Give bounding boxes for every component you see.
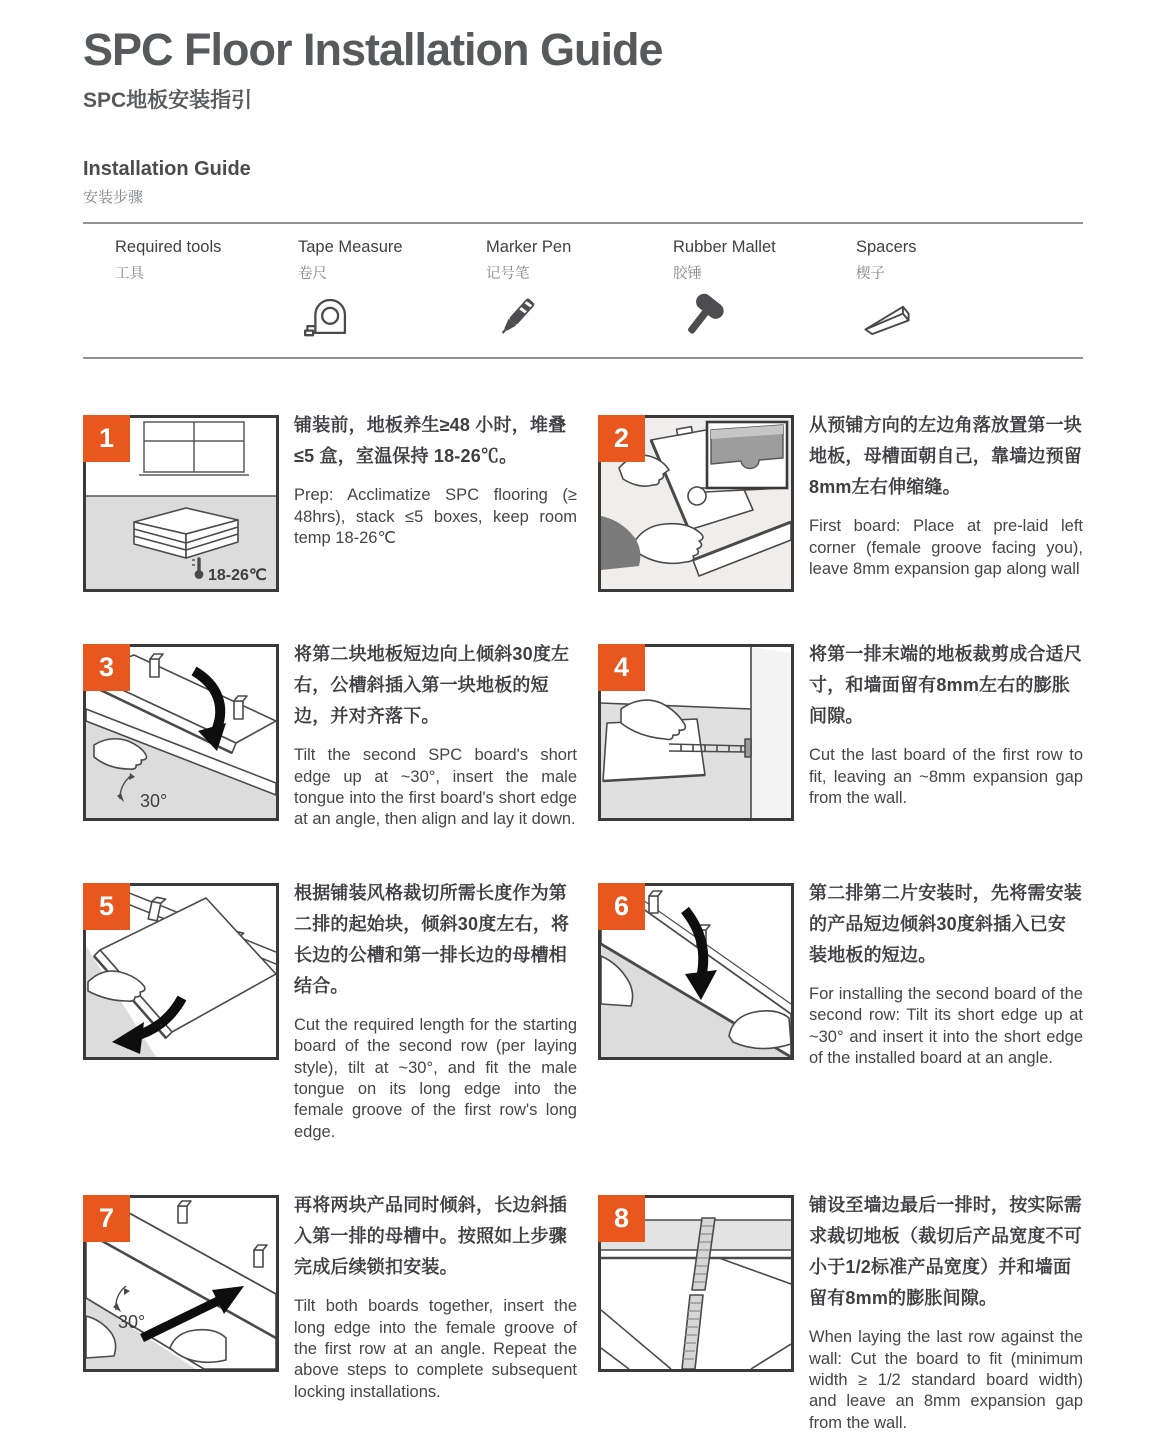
step-number-badge: 5 xyxy=(83,883,130,930)
step-3 xyxy=(83,644,577,831)
step-7-illustration xyxy=(83,1195,279,1372)
step-8-text xyxy=(809,1190,1083,1434)
step-2-text xyxy=(809,410,1083,580)
step-text-cn: 从预铺方向的左边角落放置第一块地板，母槽面朝自己，靠墙边预留8mm左右伸缩缝。 xyxy=(809,415,1082,498)
step-3-text xyxy=(294,639,577,831)
tools-label xyxy=(115,238,298,347)
step-5 xyxy=(83,883,577,1143)
tape-measure-icon xyxy=(304,292,354,342)
step-7 xyxy=(83,1195,577,1434)
step-number-badge: 2 xyxy=(598,415,645,462)
step-3-illustration xyxy=(83,644,279,821)
step-text-cn: 铺设至墙边最后一排时，按实际需求裁切地板（裁切后产品宽度不可小于1/2标准产品宽度）并和墙面留有8mm的膨胀间隙。 xyxy=(809,1195,1082,1309)
step-text-cn: 将第二块地板短边向上倾斜30度左右，公槽斜插入第一块地板的短边，并对齐落下。 xyxy=(294,644,570,727)
step-text-en: First board: Place at pre-laid left corner (female groove facing you), leave 8mm expansion gap along wall xyxy=(809,517,1083,578)
section-heading-en: Installation Guide xyxy=(83,158,251,181)
required-tools-bar xyxy=(83,222,1083,359)
step-7-text xyxy=(294,1190,577,1403)
angle-label: 30° xyxy=(118,1312,146,1333)
tool-name-cn: 胶锤 xyxy=(673,266,702,283)
step-4-illustration xyxy=(598,644,794,821)
step-6 xyxy=(598,883,1083,1143)
angle-label: 30° xyxy=(140,791,168,812)
tool-name-cn: 卷尺 xyxy=(298,266,327,283)
step-5-illustration xyxy=(83,883,279,1060)
step-number-badge: 7 xyxy=(83,1195,130,1242)
step-number-badge: 3 xyxy=(83,644,130,691)
step-text-cn: 铺装前，地板养生≥48 小时，堆叠≤5 盒，室温保持 18-26℃。 xyxy=(294,415,567,467)
step-4-text xyxy=(809,639,1083,809)
step-1-text xyxy=(294,410,577,549)
step-8 xyxy=(598,1195,1083,1434)
step-number-badge: 6 xyxy=(598,883,645,930)
step-4 xyxy=(598,644,1083,831)
step-6-text xyxy=(809,878,1083,1070)
tool-rubber-mallet xyxy=(673,238,856,347)
step-text-cn: 再将两块产品同时倾斜，长边斜插入第一排的母槽中。按照如上步骤完成后续锁扣安装。 xyxy=(294,1195,567,1278)
tool-name-cn: 记号笔 xyxy=(486,266,530,283)
tools-label-cn: 工具 xyxy=(115,266,144,283)
tools-label-en: Required tools xyxy=(115,238,222,257)
tool-tape-measure xyxy=(298,238,486,347)
step-text-en: Tilt both boards together, insert the long edge into the female groove of the first row at an angle. Repeat the above steps to complete subsequent locking installations. xyxy=(294,1297,577,1401)
steps-grid xyxy=(83,415,1083,1434)
tool-name: Spacers xyxy=(856,238,917,257)
step-1 xyxy=(83,415,577,592)
section-heading-cn: 安装步骤 xyxy=(83,189,144,207)
step-text-en: Tilt the second SPC board's short edge up at ~30°, insert the male tongue into the first board's short edge at an angle, then align and lay it down. xyxy=(294,746,577,829)
tool-name-cn: 楔子 xyxy=(856,266,885,283)
step-text-en: When laying the last row against the wall: Cut the board to fit (minimum width ≥ 1/2 standard board width) and leave an 8mm expansion gap from the wall. xyxy=(809,1328,1083,1432)
tool-name: Tape Measure xyxy=(298,238,403,257)
temperature-label: 18-26℃ xyxy=(208,567,267,585)
step-number-badge: 8 xyxy=(598,1195,645,1242)
tool-name: Marker Pen xyxy=(486,238,572,257)
step-text-en: Prep: Acclimatize SPC flooring (≥ 48hrs), stack ≤5 boxes, keep room temp 18-26℃ xyxy=(294,486,577,548)
step-text-en: Cut the required length for the starting board of the second row (per laying style), tilt at ~30°, and fit the male tongue on its long edge into the female groove of the first row's long edge. xyxy=(294,1015,577,1141)
step-text-en: For installing the second board of the second row: Tilt its short edge up at ~30° and insert it into the short edge of the installed board at an angle. xyxy=(809,984,1083,1068)
step-1-illustration xyxy=(83,415,279,592)
tool-marker-pen xyxy=(486,238,673,347)
step-5-text xyxy=(294,878,577,1143)
step-2-illustration xyxy=(598,415,794,592)
step-text-cn: 第二排第二片安装时，先将需安装的产品短边倾斜30度斜插入已安装地板的短边。 xyxy=(809,882,1082,965)
rubber-mallet-icon xyxy=(679,292,729,342)
step-text-en: Cut the last board of the first row to fit, leaving an ~8mm expansion gap from the wall. xyxy=(809,746,1083,807)
tool-spacers xyxy=(856,238,1083,347)
step-2 xyxy=(598,415,1083,592)
step-number-badge: 4 xyxy=(598,644,645,691)
step-text-cn: 根据铺装风格裁切所需长度作为第二排的起始块，倾斜30度左右，将长边的公槽和第一排长边的母槽相结合。 xyxy=(294,882,570,996)
tool-name: Rubber Mallet xyxy=(673,238,776,257)
page-subtitle-cn: SPC地板安装指引 xyxy=(83,89,253,113)
step-6-illustration xyxy=(598,883,794,1060)
spacers-icon xyxy=(862,292,912,342)
section-heading xyxy=(83,158,1083,207)
step-number-badge: 1 xyxy=(83,415,130,462)
step-8-illustration xyxy=(598,1195,794,1372)
page-title: SPC Floor Installation Guide xyxy=(83,24,663,75)
step-text-cn: 将第一排末端的地板裁剪成合适尺寸，和墙面留有8mm左右的膨胀间隙。 xyxy=(809,644,1082,727)
marker-pen-icon xyxy=(492,292,542,342)
